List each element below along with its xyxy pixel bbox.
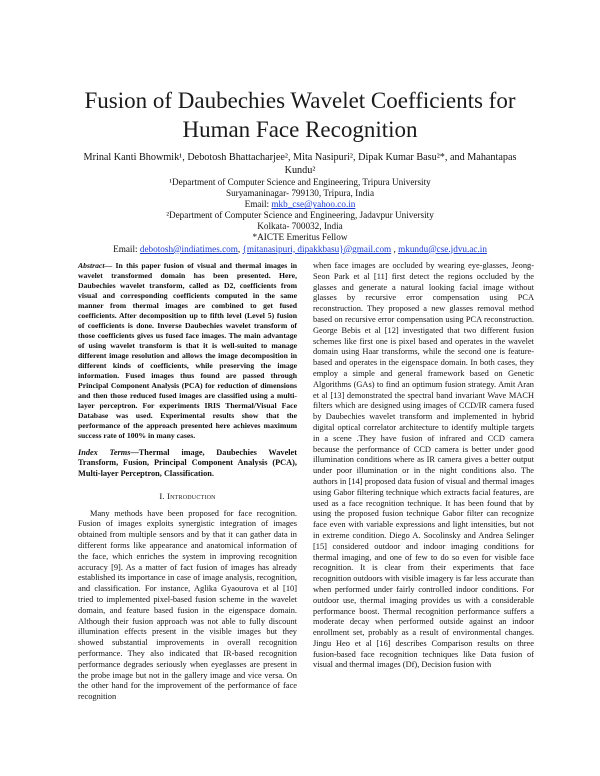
- email-label: Email:: [113, 243, 140, 254]
- authors-line-2: Kundu²: [284, 164, 316, 176]
- paper-title: Fusion of Daubechies Wavelet Coefficients for Human Face Recognition: [84, 88, 516, 142]
- section-number: I.: [159, 490, 168, 501]
- intro-paragraph: Many methods have been proposed for face recognition. Fusion of images exploits synergistic integration of images obtained from multiple sensors and by that it can gather data in different forms like appearance and anatomical information of the face, which enriches the system in improving recognition accuracy [9]. As a matter of fact fusion of images has already established its importance in case of image analysis, recognition, and classification. For instance, Aglika Gyaourova et al [10] tried to implemented pixel-based fusion scheme in the wavelet domain, and feature based fusion in the eigenspace domain. Although their fusion approach was not able to fully discount illumination effects present in the visible images but they showed substantial improvements in overall recognition performance. They also indicated that IR-based recognition performance degrades seriously when eyeglasses are present in the probe image but not in the gallery image and vice versa. On the other hand for the improvement of the performance of face recognition: [78, 508, 297, 702]
- affiliation-2-dept: ²Department of Computer Science and Engineering, Jadavpur University: [166, 210, 434, 220]
- affiliation-1: [70, 177, 530, 211]
- right-column: [313, 261, 534, 671]
- affiliation-1-email-line: [70, 199, 530, 210]
- section-heading-introduction: [78, 491, 297, 502]
- affiliation-2-fellow: *AICTE Emeritus Fellow: [252, 232, 348, 243]
- email-label: Email:: [244, 199, 272, 210]
- affiliation-2-email-line: Email: debotosh@indiatimes.com, {mitanasipuri, dipakkbasu}@gmail.com , mkundu@cse.jdvu.ac.in: [113, 243, 487, 254]
- right-column-text: when face images are occluded by wearing eye-glasses, Jeong-Seon Park et al [11] first detect the regions occluded by the glasses and generate a natural looking facial image without glasses by recursive error compensation using PCA reconstruction. They proposed a new glasses removal method based on recursive error compensation using PCA reconstruction. George Bebis et al [12] investigated that two different fusion schemes like first one is pixel based and operates in the wavelet domain using Haar transforms, while the second one is feature-based and operates in the eigenspace domain. In both cases, they employ a simple and general framework based on Genetic Algorithms (GAs) to find an optimum fusion strategy. Amit Aran et al [13] demonstrated the spectral band invariant Wave MACH filters which are designed using images of CCD/IR camera fused by Daubechies wavelet transform and implemented in hybrid digital optical correlator architecture to identify multiple targets in a scene .They have fusion of infrared and CCD camera because the performance of CCD camera is better under good illumination conditions where as IR camera gives a better output under poor illumination or in the night conditions also. The authors in [14] proposed data fusion of visual and thermal images using Gabor filtering technique which extracts facial features, are used as a face recognition technique. It has been found that by using the proposed fusion technique Gabor filter can recognize face even with variable expressions and light intensities, but not in extreme condition. Diego A. Socolinsky and Andrea Selinger [15] considered outdoor and indoor imaging conditions for thermal imaging, and one of few to do so even for visible face recognition. It is clear from their experiments that face recognition outdoors with visible imagery is far less accurate than when performed under fairly controlled indoor conditions. For outdoor use, thermal imaging provides us with a considerable performance boost. Thermal recognition performance suffers a moderate decay when performed outside against an indoor enrollment set, probably as a result of environmental changes. Jingu Heo et al [16] describes Comparison results on three fusion-based face recognition techniques like Data fusion of visual and thermal images (Df), Decision fusion with: [313, 261, 534, 670]
- index-terms: [78, 448, 297, 479]
- affiliation-2-address: Kolkata- 700032, India: [257, 221, 343, 232]
- section-title: Introduction: [167, 490, 216, 501]
- authors-line-1: Mrinal Kanti Bhowmik¹, Debotosh Bhattacharjee², Mita Nasipuri², Dipak Kumar Basu²*, and Mahantapas: [83, 152, 517, 163]
- affiliation-2: [70, 210, 530, 255]
- index-terms-lead: Index Terms: [78, 448, 131, 457]
- email-link-debotosh[interactable]: debotosh@indiatimes.com: [139, 243, 238, 254]
- abstract-lead: Abstract—: [78, 261, 113, 270]
- email-link-mkundu[interactable]: mkundu@cse.jdvu.ac.in: [398, 243, 487, 254]
- email-link-gmail[interactable]: {mitanasipuri, dipakkbasu}@gmail.com: [242, 243, 392, 254]
- index-terms-body: —Thermal image, Daubechies Wavelet Transform, Fusion, Principal Component Analysis (PCA), Multi-layer Perceptron, Classification.: [78, 448, 297, 478]
- email-link-mkb[interactable]: mkb_cse@yahoo.co.in: [271, 199, 356, 210]
- author-list: [80, 152, 520, 177]
- abstract-body: In this paper fusion of visual and thermal images in wavelet transformed domain has been presented. Here, Daubechies wavelet transform, called as D2, coefficients from visual and corresponding coefficients computed in the same manner from thermal images are combined to get fused coefficients. After decomposition up to fifth level (Level 5) fusion of coefficients is done. Inverse Daubechies wavelet transform of those coefficients gives us fused face images. The main advantage of using wavelet transform is that it is well-suited to manage different image resolution and allows the image decomposition in different kinds of coefficients, while preserving the image information. Fused images thus found are passed through Principal Component Analysis (PCA) for reduction of dimensions and then those reduced fused images are classified using a multi-layer perceptron. For experiments IRIS Thermal/Visual Face Database was used. Experimental results show that the performance of the approach presented here achieves maximum success rate of 100% in many cases.: [78, 261, 297, 440]
- left-column: [78, 261, 297, 703]
- affiliation-1-address: Suryamaninagar- 799130, Tripura, India: [225, 188, 375, 199]
- affiliation-1-dept: ¹Department of Computer Science and Engineering, Tripura University: [169, 177, 431, 187]
- abstract: [78, 261, 297, 441]
